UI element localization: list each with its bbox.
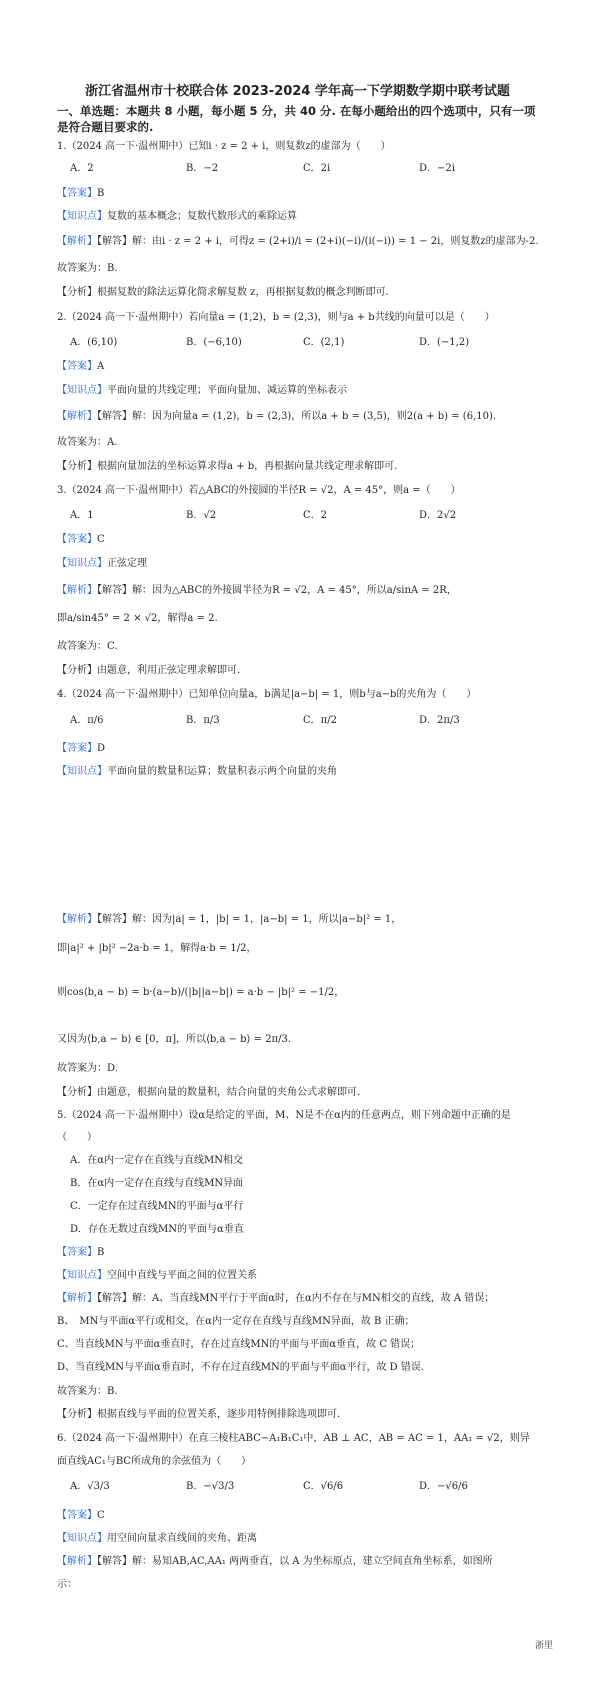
- q5-analysis-2: B、 MN与平面α平行或相交，在α内一定存在直线与直线MN异面，故 B 正确；: [57, 1316, 415, 1327]
- analysis-tag: 【解析】: [57, 1293, 97, 1304]
- q1-knowledge: 复数的基本概念；复数代数形式的乘除运算: [107, 211, 297, 222]
- fenxi-tag: 【分析】: [57, 1087, 97, 1098]
- q5-answer-row: [57, 1246, 557, 1260]
- q3-conclusion: 故答案为：C.: [57, 641, 118, 652]
- q3-option-a: A．1: [70, 510, 94, 521]
- q5-knowledge-row: [57, 1269, 557, 1283]
- q1-analysis: 解：由i · z = 2 + i，可得z = (2+i)/i = (2+i)(−i)/(i(−i)) = 1 − 2i，则复数z的虚部为-2.: [132, 236, 539, 247]
- q1-stem: 1.（2024 高一下·温州期中）已知i · z = 2 + i，则复数z的虚部为（ ）: [57, 141, 391, 152]
- q3-analysis-row: [57, 584, 557, 598]
- answer-tag: 【答案】: [57, 1247, 97, 1258]
- q5-analysis-row: [57, 1292, 557, 1306]
- q4-option-b: B．π/3: [186, 715, 220, 726]
- q5-option-b: B．在α内一定存在直线与直线MN异面: [70, 1178, 244, 1189]
- q5-stem-2: （ ）: [57, 1132, 97, 1143]
- fenxi-tag: 【分析】: [57, 461, 97, 472]
- q6-answer: C: [97, 1510, 105, 1521]
- q2-knowledge-row: [57, 384, 557, 398]
- q2-fenxi-row: [57, 460, 557, 474]
- q2-analysis-row: [57, 410, 557, 424]
- q2-stem: 2.（2024 高一下·温州期中）若向量a = (1,2)，b = (2,3)，则与a + b共线的向量可以是（ ）: [57, 312, 495, 323]
- q1-option-d: D．−2i: [419, 163, 455, 174]
- q6-answer-row: [57, 1509, 557, 1523]
- q3-knowledge-row: [57, 557, 557, 571]
- knowledge-tag: 【知识点】: [57, 211, 107, 222]
- q5-analysis-4: D、当直线MN与平面α垂直时，不存在过直线MN的平面与平面α平行，故 D 错误.: [57, 1362, 425, 1373]
- q2-conclusion: 故答案为：A.: [57, 437, 118, 448]
- q4-analysis-3: 则cos⟨b,a − b⟩ = b·(a−b)/(|b||a−b|) = a·b − |b|² = −1/2，: [57, 987, 345, 998]
- knowledge-tag: 【知识点】: [57, 385, 107, 396]
- q1-conclusion: 故答案为：B.: [57, 263, 118, 274]
- q2-knowledge: 平面向量的共线定理；平面向量加、减运算的坐标表示: [107, 385, 347, 396]
- q6-stem: 6.（2024 高一下·温州期中）在直三棱柱ABC−A₁B₁C₁中，AB ⊥ AC，AB = AC = 1，AA₁ = √2，则异: [57, 1433, 530, 1444]
- knowledge-tag: 【知识点】: [57, 766, 107, 777]
- solution-tag: 【解答】: [97, 1556, 132, 1567]
- q4-stem: 4.（2024 高一下·温州期中）已知单位向量a，b满足|a−b| = 1，则b与a−b的夹角为（ ）: [57, 689, 477, 700]
- q4-option-d: D．2π/3: [419, 715, 460, 726]
- q1-option-b: B．−2: [186, 163, 219, 174]
- answer-tag: 【答案】: [57, 188, 97, 199]
- q4-knowledge: 平面向量的数量积运算；数量积表示两个向量的夹角: [107, 766, 337, 777]
- q2-option-b: B．(−6,10): [186, 337, 242, 348]
- knowledge-tag: 【知识点】: [57, 1533, 107, 1544]
- q6-option-a: A．√3/3: [70, 1481, 110, 1492]
- q3-fenxi-row: [57, 664, 557, 678]
- q3-option-d: D．2√2: [419, 510, 457, 521]
- answer-tag: 【答案】: [57, 534, 97, 545]
- q2-fenxi: 根据向量加法的坐标运算求得a + b，再根据向量共线定理求解即可.: [97, 461, 398, 472]
- answer-tag: 【答案】: [57, 1510, 97, 1521]
- q6-analysis: 解：易知AB,AC,AA₁ 两两垂直，以 A 为坐标原点，建立空间直角坐标系，如图所: [132, 1556, 493, 1567]
- q4-knowledge-row: [57, 765, 557, 779]
- q5-option-d: D．存在无数过直线MN的平面与α垂直: [70, 1224, 244, 1235]
- q3-option-b: B．√2: [186, 510, 217, 521]
- fenxi-tag: 【分析】: [57, 1409, 97, 1420]
- q4-answer-row: [57, 742, 557, 756]
- q1-analysis-row: [57, 235, 557, 249]
- q4-option-a: A．π/6: [70, 715, 104, 726]
- q2-option-c: C．(2,1): [303, 337, 345, 348]
- analysis-tag: 【解析】: [57, 411, 97, 422]
- solution-tag: 【解答】: [97, 585, 132, 596]
- q5-option-a: A．在α内一定存在直线与直线MN相交: [70, 1155, 243, 1166]
- q5-knowledge: 空间中直线与平面之间的位置关系: [107, 1270, 257, 1281]
- q4-analysis: 解：因为|a| = 1，|b| = 1，|a−b| = 1，所以|a−b|² = 1，: [132, 914, 402, 925]
- q6-analysis-row: [57, 1555, 557, 1569]
- q3-answer: C: [97, 534, 105, 545]
- q3-fenxi: 由题意，利用正弦定理求解即可.: [97, 665, 241, 676]
- q4-fenxi-row: [57, 1086, 557, 1100]
- q4-analysis-row: [57, 913, 557, 927]
- q3-option-c: C．2: [303, 510, 328, 521]
- analysis-tag: 【解析】: [57, 236, 97, 247]
- q1-fenxi-row: [57, 286, 557, 300]
- analysis-tag: 【解析】: [57, 585, 97, 596]
- q6-option-b: B．−√3/3: [186, 1481, 235, 1492]
- fenxi-tag: 【分析】: [57, 287, 97, 298]
- page-title: 浙江省温州市十校联合体 2023-2024 学年高一下学期数学期中联考试题: [85, 84, 510, 99]
- solution-tag: 【解答】: [97, 236, 132, 247]
- answer-tag: 【答案】: [57, 743, 97, 754]
- q5-conclusion: 故答案为：B.: [57, 1386, 118, 1397]
- solution-tag: 【解答】: [97, 411, 132, 422]
- q2-option-d: D．(−1,2): [419, 337, 470, 348]
- q4-conclusion: 故答案为：D.: [57, 1063, 118, 1074]
- q3-stem: 3.（2024 高一下·温州期中）若△ABC的外接圆的半径R = √2，A = 45°，则a =（ ）: [57, 485, 461, 496]
- q3-knowledge: 正弦定理: [107, 558, 147, 569]
- q4-answer: D: [97, 743, 106, 754]
- q6-knowledge-row: [57, 1532, 557, 1546]
- section-heading-cont: 是符合题目要求的.: [57, 120, 154, 134]
- q5-fenxi: 根据直线与平面的位置关系，逐步用特例排除选项即可.: [97, 1409, 341, 1420]
- page-footer: 浙里: [534, 1641, 553, 1651]
- q3-analysis: 解：因为△ABC的外接圆半径为R = √2，A = 45°，所以a/sinA = 2R，: [132, 585, 457, 596]
- q1-option-a: A．2: [70, 163, 94, 174]
- q6-stem-2: 面直线AC₁与BC所成角的余弦值为（ ）: [57, 1456, 252, 1467]
- answer-tag: 【答案】: [57, 361, 97, 372]
- q5-answer: B: [97, 1247, 105, 1258]
- q5-analysis: 解：A、当直线MN平行于平面α时，在α内不存在与MN相交的直线，故 A 错误；: [132, 1293, 495, 1304]
- q5-analysis-3: C、当直线MN与平面α垂直时，存在过直线MN的平面与平面α垂直，故 C 错误；: [57, 1339, 421, 1350]
- analysis-tag: 【解析】: [57, 1556, 97, 1567]
- q3-answer-row: [57, 533, 557, 547]
- q6-option-d: D．−√6/6: [419, 1481, 468, 1492]
- solution-tag: 【解答】: [97, 914, 132, 925]
- q2-answer-row: [57, 360, 557, 374]
- solution-tag: 【解答】: [97, 1293, 132, 1304]
- q5-stem: 5.（2024 高一下·温州期中）设α是给定的平面，M、N是不在α内的任意两点，则下列命题中正确的是: [57, 1110, 511, 1121]
- q1-answer: B: [97, 188, 105, 199]
- knowledge-tag: 【知识点】: [57, 558, 107, 569]
- q1-option-c: C．2i: [303, 163, 331, 174]
- q5-option-c: C．一定存在过直线MN的平面与α平行: [70, 1201, 244, 1212]
- q2-analysis: 解：因为向量a = (1,2)，b = (2,3)，所以a + b = (3,5)，则2(a + b) = (6,10).: [132, 411, 497, 422]
- knowledge-tag: 【知识点】: [57, 1270, 107, 1281]
- q4-fenxi: 由题意，根据向量的数量积，结合向量的夹角公式求解即可.: [97, 1087, 361, 1098]
- section-heading: 一、单选题：本题共 8 小题，每小题 5 分，共 40 分. 在每小题给出的四个选项中，只有一项: [57, 104, 536, 118]
- analysis-tag: 【解析】: [57, 914, 97, 925]
- q6-knowledge: 用空间向量求直线间的夹角、距离: [107, 1533, 257, 1544]
- fenxi-tag: 【分析】: [57, 665, 97, 676]
- q2-option-a: A．(6,10): [70, 337, 118, 348]
- q6-option-c: C．√6/6: [303, 1481, 344, 1492]
- q4-analysis-2: 即|a|² + |b|² −2a·b = 1，解得a·b = 1/2，: [57, 943, 257, 954]
- q4-option-c: C．π/2: [303, 715, 337, 726]
- q1-answer-row: [57, 187, 557, 201]
- q1-knowledge-row: [57, 210, 557, 224]
- q6-analysis-2: 示：: [57, 1579, 77, 1590]
- q2-answer: A: [97, 361, 105, 372]
- q4-analysis-4: 又因为⟨b,a − b⟩ ∈ [0，π]，所以⟨b,a − b⟩ = 2π/3.: [57, 1034, 292, 1045]
- q1-fenxi: 根据复数的除法运算化简求解复数 z，再根据复数的概念判断即可.: [97, 287, 389, 298]
- q3-analysis-2: 即a/sin45° = 2 × √2，解得a = 2.: [57, 613, 218, 624]
- q5-fenxi-row: [57, 1408, 557, 1422]
